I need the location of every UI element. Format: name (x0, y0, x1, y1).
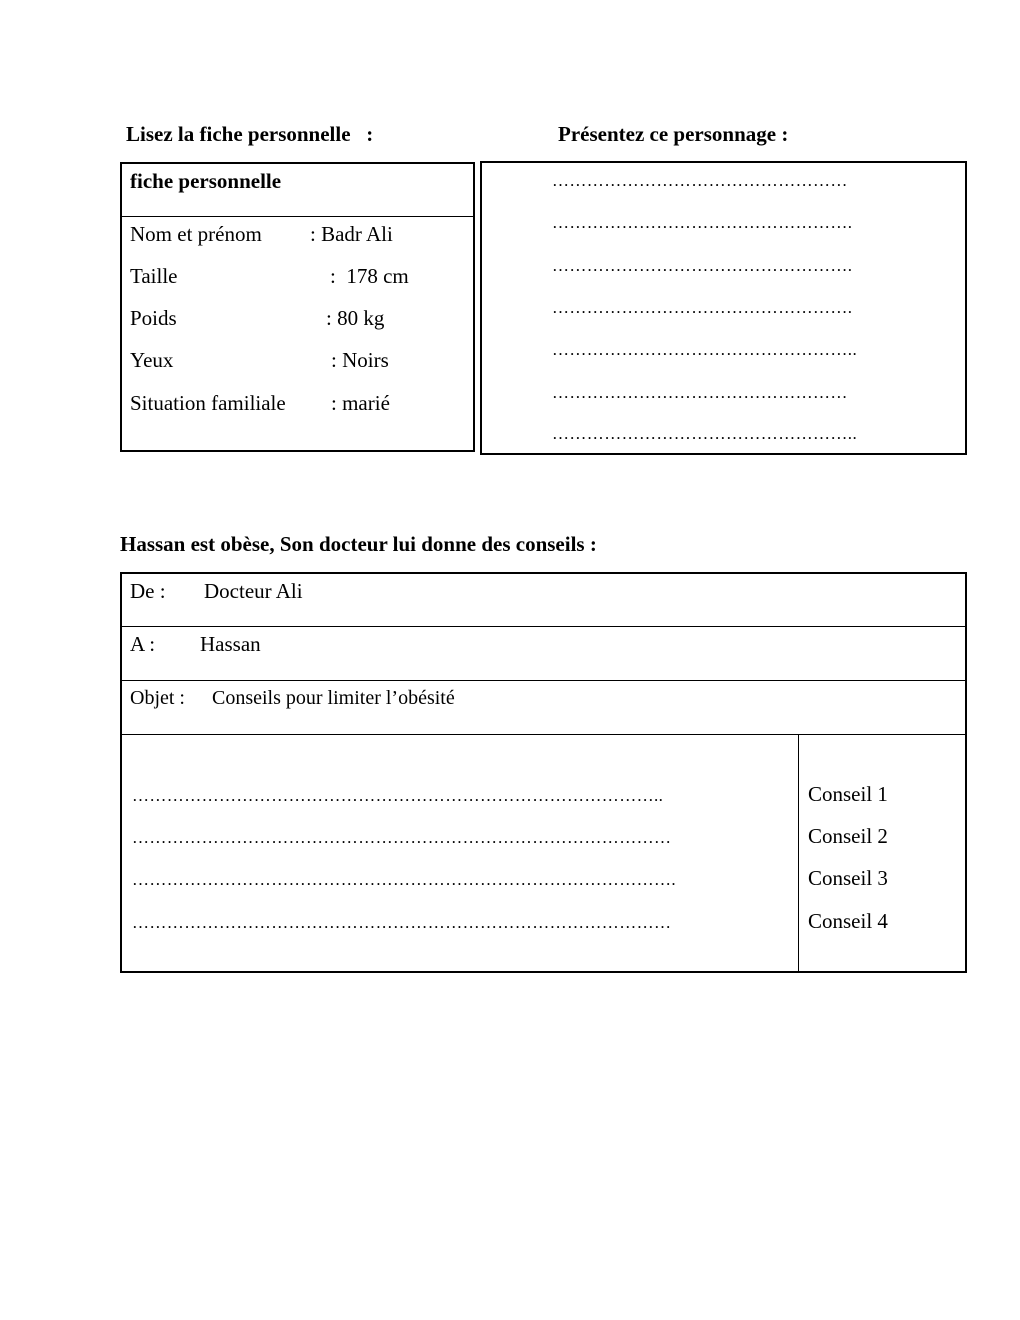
card-divider (122, 216, 473, 217)
answer-line[interactable]: ……………………………………………. (552, 298, 853, 317)
row-label-eyes: Yeux (130, 348, 174, 372)
row-value-name: : Badr Ali (310, 222, 393, 246)
row-label-family: Situation familiale (130, 391, 286, 415)
presentation-answer-box[interactable] (480, 161, 967, 455)
row-divider (122, 680, 965, 681)
row-divider (122, 626, 965, 627)
answer-line[interactable]: …………………………………………….. (552, 340, 858, 359)
answer-line[interactable]: …………………………………………… (552, 171, 848, 190)
answer-line[interactable]: …………………………………………….. (552, 424, 858, 443)
advice-line[interactable]: …………………………………………………………………………………. (132, 870, 677, 889)
card-title: fiche personnelle (130, 169, 282, 193)
right-heading: Présentez ce personnage : (558, 122, 789, 146)
column-divider (798, 734, 799, 971)
advice-label-4: Conseil 4 (808, 909, 888, 933)
row-label-height: Taille (130, 264, 178, 288)
advice-line[interactable]: ……………………………………………………………………………….. (132, 786, 664, 805)
personal-card (120, 162, 475, 452)
to-label: A : (130, 632, 156, 656)
answer-line[interactable]: ……………………………………………. (552, 213, 853, 232)
from-label: De : (130, 579, 166, 603)
from-value: Docteur Ali (204, 579, 303, 603)
left-heading: Lisez la fiche personnelle : (126, 122, 374, 146)
row-label-name: Nom et prénom (130, 222, 262, 246)
row-value-family: : marié (331, 391, 390, 415)
advice-line[interactable]: ………………………………………………………………………………… (132, 828, 672, 847)
advice-label-1: Conseil 1 (808, 782, 888, 806)
row-value-weight: : 80 kg (326, 306, 385, 330)
subject-label: Objet : (130, 687, 185, 709)
subject-value: Conseils pour limiter l’obésité (212, 687, 455, 709)
to-value: Hassan (200, 632, 261, 656)
row-value-height: : 178 cm (330, 264, 409, 288)
advice-line[interactable]: ………………………………………………………………………………… (132, 913, 672, 932)
advice-label-3: Conseil 3 (808, 866, 888, 890)
row-divider (122, 734, 965, 735)
row-value-eyes: : Noirs (331, 348, 389, 372)
letter-heading: Hassan est obèse, Son docteur lui donne des conseils : (120, 532, 597, 556)
answer-line[interactable]: …………………………………………… (552, 383, 848, 402)
advice-label-2: Conseil 2 (808, 824, 888, 848)
answer-line[interactable]: ……………………………………………. (552, 256, 853, 275)
row-label-weight: Poids (130, 306, 177, 330)
letter-table (120, 572, 967, 973)
